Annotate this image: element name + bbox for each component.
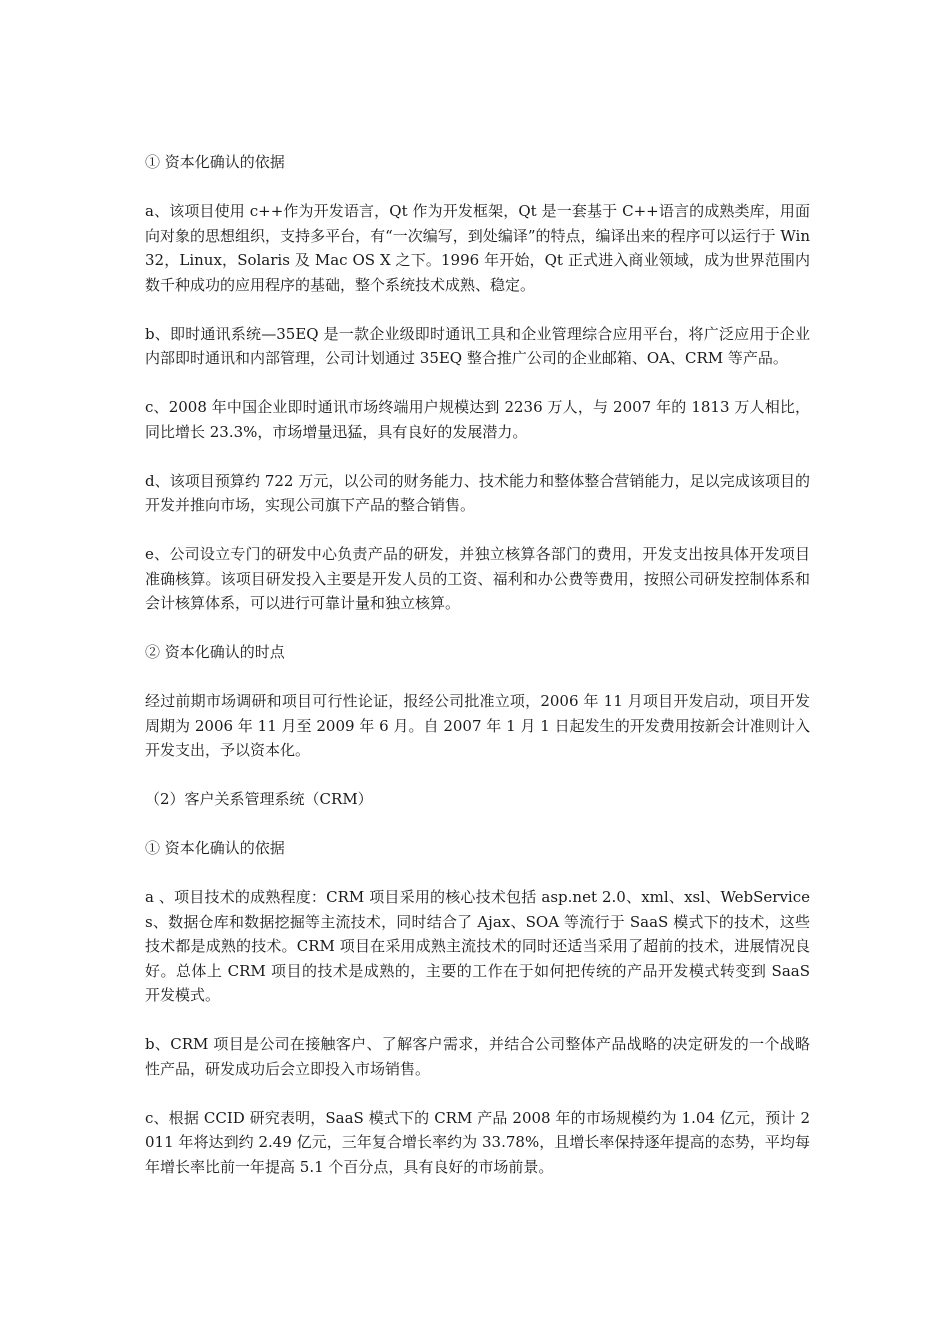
paragraph-b-35eq: b、即时通讯系统—35EQ 是一款企业级即时通讯工具和企业管理综合应用平台，将广泛应用于企业内部即时通讯和内部管理，公司计划通过 35EQ 整合推广公司的企业邮箱、OA、CRM 等产品。 — [145, 324, 810, 367]
paragraph-e-rd-center: e、公司设立专门的研发中心负责产品的研发，并独立核算各部门的费用，开发支出按具体开发项目准确核算。该项目研发投入主要是开发人员的工资、福利和办公费等费用，按照公司研发控制体系和会计核算体系，可以进行可靠计量和独立核算。 — [145, 545, 810, 612]
paragraph-a-qt-framework: a、该项目使用 c++作为开发语言，Qt 作为开发框架，Qt 是一套基于 C++语言的成熟类库，用面向对象的思想组织，支持多平台，有“一次编写，到处编译”的特点，编译出来的程序可以运行于 Win32，Linux，Solaris 及 Mac OS X 之下。1996 年开始，Qt 正式进入商业领域，成为世界范围内数千种成功的应用程序的基础，整个系统技术成熟、稳定。 — [145, 202, 810, 294]
section-heading-crm-capitalization-basis: ① 资本化确认的依据 — [145, 839, 285, 857]
paragraph-d-budget: d、该项目预算约 722 万元，以公司的财务能力、技术能力和整体整合营销能力，足以完成该项目的开发并推向市场，实现公司旗下产品的整合销售。 — [145, 471, 810, 514]
paragraph-project-timeline: 经过前期市场调研和项目可行性论证，报经公司批准立项，2006 年 11 月项目开发启动，项目开发周期为 2006 年 11 月至 2009 年 6 月。自 2007 年 1 月 1 日起发生的开发费用按新会计准则计入开发支出，予以资本化。 — [145, 692, 810, 759]
paragraph-c-market-size: c、2008 年中国企业即时通讯市场终端用户规模达到 2236 万人，与 2007 年的 1813 万人相比，同比增长 23.3%，市场增量迅猛，具有良好的发展潜力。 — [145, 398, 810, 441]
document-body — [145, 150, 810, 1204]
section-heading-capitalization-basis: ① 资本化确认的依据 — [145, 153, 285, 171]
paragraph-crm-c-market-outlook: c、根据 CCID 研究表明，SaaS 模式下的 CRM 产品 2008 年的市场规模约为 1.04 亿元，预计 2011 年将达到约 2.49 亿元，三年复合增长率约为 33.78%，且增长率保持逐年提高的态势，平均每年增长率比前一年提高 5.1 个百分点，具有良好的市场前景。 — [145, 1108, 810, 1176]
section-heading-crm: （2）客户关系管理系统（CRM） — [145, 790, 373, 808]
paragraph-crm-a-maturity: a 、项目技术的成熟程度：CRM 项目采用的核心技术包括 asp.net 2.0、xml、xsl、WebServices、数据仓库和数据挖掘等主流技术，同时结合了 Ajax、SOA 等流行于 SaaS 模式下的技术，这些技术都是成熟的技术。CRM 项目在采用成熟主流技术的同时还适当采用了超前的技术，进展情况良好。总体上 CRM 项目的技术是成熟的，主要的工作在于如何把传统的产品开发模式转变到 SaaS 开发模式。 — [145, 888, 810, 1004]
paragraph-crm-b-strategy: b、CRM 项目是公司在接触客户、了解客户需求，并结合公司整体产品战略的决定研发的一个战略性产品，研发成功后会立即投入市场销售。 — [145, 1035, 810, 1078]
section-heading-capitalization-timing: ② 资本化确认的时点 — [145, 643, 285, 661]
